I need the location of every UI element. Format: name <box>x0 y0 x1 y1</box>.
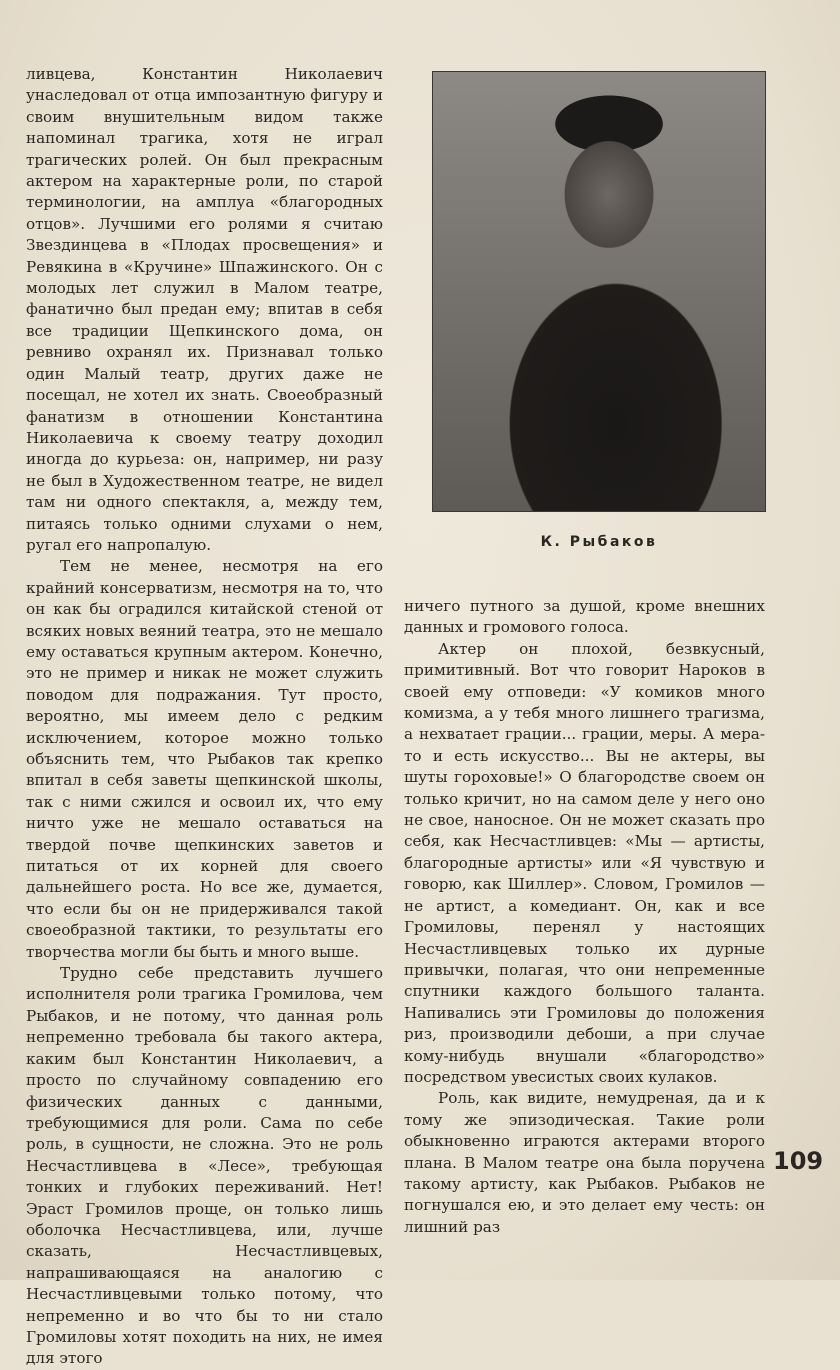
paragraph-continuation: ничего путного за душой, кроме внешних данных и громового голоса. <box>404 597 765 637</box>
paragraph: Актер он плохой, безвкусный, примитивный. Вот что говорит Нароков в своей ему отповеди: «У комиков много комизма, а у тебя много лишнего трагизма, а нехватает грации... грации, меры. А мера-то и есть искусство... Вы не актеры, вы шуты гороховые!» О благородстве своем он только кричит, но на самом деле у него оно не свое, наносное. Он не может сказать про себя, как Несчастливцев: «Мы — артисты, благородные артисты» или «Я чувствую и говорю, как Шиллер». Словом, Громилов — не артист, а комедиант. Он, как и все Громиловы, перенял у настоящих Несчастливцевых только их дурные привычки, полагая, что они непременные спутники каждого большого таланта. Напивались эти Громиловы до положения риз, производили дебоши, а при случае кому-нибудь внушали «благородство» посредством увесистых своих кулаков. <box>404 639 765 1086</box>
photo-caption: К. Рыбаков <box>540 534 658 550</box>
right-text-column <box>404 596 765 1238</box>
page-number: 109 <box>773 1147 824 1175</box>
paragraph: Тем не менее, несмотря на его крайний консерватизм, несмотря на то, что он как бы оградился китайской стеной от всяких новых веяний театра, это не мешало ему оставаться крупным актером. Конечно, это не пример и никак не может служить поводом для подражания. Тут просто, вероятно, мы имеем дело с редким исключением, которое можно только объяснить тем, что Рыбаков так крепко впитал в себя заветы щепкинской школы, так с ними сжился и освоил их, что ему ничто уже не мешало оставаться на твердой почве щепкинских заветов и питаться от их корней для своего дальнейшего роста. Но все же, думается, что если бы он не придерживался такой своеобразной тактики, то результаты его творчества могли бы быть и много выше. <box>26 557 383 961</box>
left-text-column <box>26 64 383 1370</box>
portrait-photo <box>432 71 766 512</box>
paragraph: Трудно себе представить лучшего исполнителя роли трагика Громилова, чем Рыбаков, и не потому, что данная роль непременно требовала бы такого актера, каким был Константин Николаевич, а просто по случайному совпадению его физических данных с данными, требующимися для роли. Сама по себе роль, в сущности, не сложна. Это не роль Несчастливцева в «Лесе», требующая тонких и глубоких переживаний. Нет! Эраст Громилов проще, он только лишь оболочка Несчастливцева, или, лучше сказать, Несчастливцевых, напрашивающаяся на аналогию с Несчастливцевыми только потому, что непременно и во что бы то ни стало Громиловы хотят походить на них, не имея для этого <box>26 964 383 1368</box>
paragraph-continuation: ливцева, Константин Николаевич унаследовал от отца импозантную фигуру и своим внушительным видом также напоминал трагика, хотя не играл трагических ролей. Он был прекрасным актером на характерные роли, по старой терминологии, на амплуа «благородных отцов». Лучшими его ролями я считаю Звездинцева в «Плодах просвещения» и Ревякина в «Кручине» Шпажинского. Он с молодых лет служил в Малом театре, фанатично был предан ему; впитав в себя все традиции Щепкинского дома, он ревниво охранял их. Признавал только один Малый театр, других даже не посещал, не хотел их знать. Своеобразный фанатизм в отношении Константина Николаевича к своему театру доходил иногда до курьеза: он, например, ни разу не был в Художественном театре, не видел там ни одного спектакля, а, между тем, питаясь только одними слухами о нем, ругал его напропалую. <box>26 65 383 554</box>
paragraph: Роль, как видите, немудреная, да и к тому же эпизодическая. Такие роли обыкновенно играются актерами второго плана. В Малом театре она была поручена такому артисту, как Рыбаков. Рыбаков не погнушался ею, и это делает ему честь: он лишний раз <box>404 1089 765 1236</box>
